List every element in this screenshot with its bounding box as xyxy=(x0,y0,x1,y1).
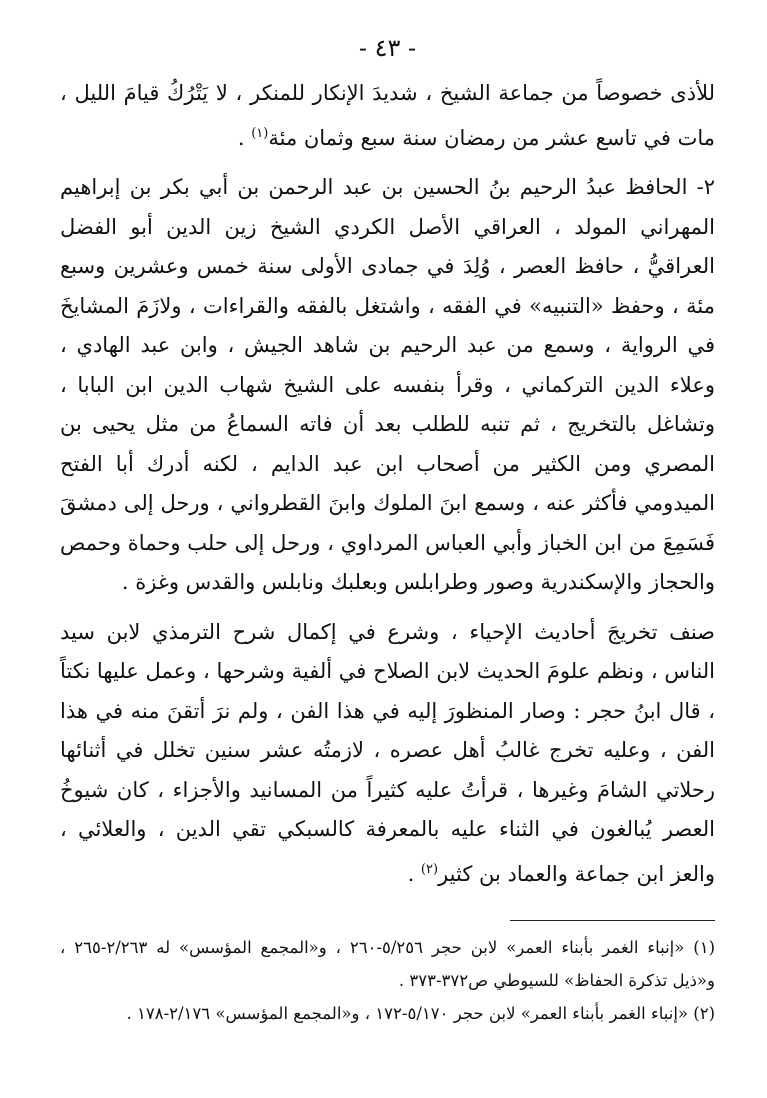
paragraph-3 xyxy=(60,613,715,895)
footnote-1: (١) «إنباء الغمر بأبناء العمر» لابن حجر ٥/٢٥٦-٢٦٠ ، و«المجمع المؤسس» له ٢/٢٦٣-٢٦٥ ، و«ذيل تذكرة الحفاظ» للسيوطي ص٣٧٢-٣٧٣ . xyxy=(60,938,715,990)
paragraph-1 xyxy=(60,74,715,158)
paragraph-3-text: صنف تخريجَ أحاديث الإحياء ، وشرع في إكمال شرح الترمذي لابن سيد الناس ، ونظم علومَ الحديث لابن الصلاح في ألفية وشرحها ، وعمل عليها نكتاً ، قال ابنُ حجر : وصار المنظورَ إليه في هذا الفن ، ولم نرَ أتقنَ منه في هذا الفن ، وعليه تخرج غالبُ أهل عصره ، لازمتُه عشر سنين تخلل في أثنائها رحلاتي الشامَ وغيرها ، قرأتُ عليه كثيراً من المسانيد والأجزاء ، كان شيوخُ العصر يُبالغون في الثناء عليه بالمعرفة كالسبكي تقي الدين ، والعلائي ، والعز ابن جماعة والعماد بن كثير xyxy=(60,619,715,886)
paragraph-2 xyxy=(60,168,715,603)
document-page xyxy=(60,30,715,1030)
paragraph-1-text: للأذى خصوصاً من جماعة الشيخ ، شديدَ الإنكار للمنكر ، لا يَتْرُكُ قيامَ الليل ، مات في تاسع عشر من رمضان سنة سبع وثمان مئة xyxy=(60,81,715,150)
page-number: - ٤٣ - xyxy=(358,34,417,62)
footnote-divider xyxy=(510,920,715,921)
paragraph-3-tail: . xyxy=(407,861,421,886)
footnote-2: (٢) «إنباء الغمر بأبناء العمر» لابن حجر ٥/١٧٠-١٧٢ ، و«المجمع المؤسس» ٢/١٧٦-١٧٨ . xyxy=(126,1004,715,1023)
footnote-ref-1: (١) xyxy=(251,125,269,141)
paragraph-2-text: ٢- الحافظ عبدُ الرحيم بنُ الحسين بن عبد الرحمن بن أبي بكر بن إبراهيم المهراني المولد ، العراقي الأصل الكردي الشيخ زين الدين أبو الفضل العراقيُّ ، حافظ العصر ، وُلِدَ في جمادى الأولى سنة خمس وعشرين وسبع مئة ، وحفظ «التنبيه» في الفقه ، واشتغل بالفقه والقراءات ، ولازَمَ المشايخَ في الرواية ، وسمع من عبد الرحيم بن شاهد الجيش ، وابن عبد الهادي ، وعلاء الدين التركماني ، وقرأ بنفسه على الشيخ شهاب الدين ابن البابا ، وتشاغل بالتخريج ، ثم تنبه للطلب بعد أن فاته السماعُ من مثل يحيى بن المصري ومن الكثير من أصحاب ابن عبد الدايم ، لكنه أدرك أبا الفتح الميدومي فأكثر عنه ، وسمع ابنَ الملوك وابنَ القطرواني ، ورحل إلى دمشقَ فَسَمِعَ من ابن الخباز وأبي العباس المرداوي ، ورحل إلى حلب وحماة وحمص والحجاز والإسكندرية وصور وطرابلس وبعلبك ونابلس والقدس وغزة . xyxy=(60,175,715,594)
paragraph-1-tail: . xyxy=(237,125,252,150)
footnote-ref-2: (٢) xyxy=(420,861,439,877)
